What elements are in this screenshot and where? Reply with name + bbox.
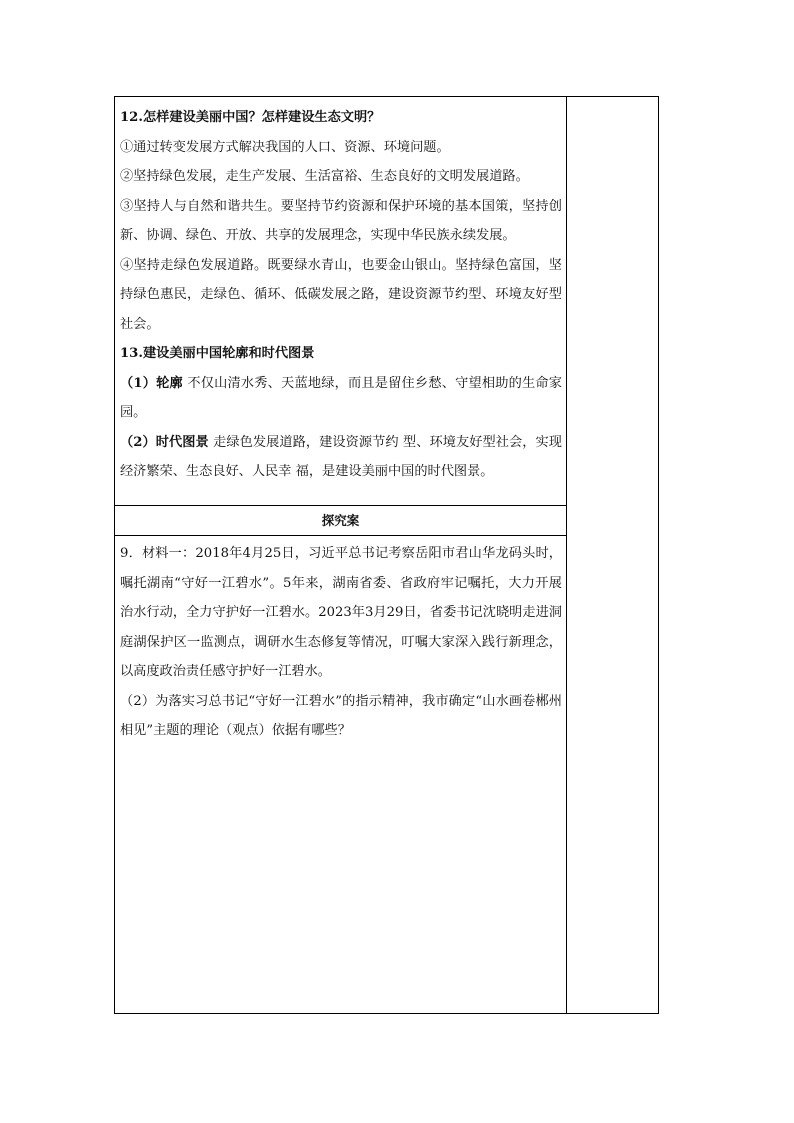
top-content-cell (115, 97, 566, 505)
q12-title: 12.怎样建设美丽中国？怎样建设生态文明？ (120, 110, 381, 125)
q13-item-2 (120, 428, 562, 487)
q13-item-2-text: 走绿色发展道路，建设资源节约 型、环境友好型社会，实现经济繁荣、生态良好、人民幸 福，是建设美丽中国的时代图景。 (120, 434, 562, 479)
material-paragraph: 9．材料一：2018年4月25日，习近平总书记考察岳阳市君山华龙码头时，嘱托湖南“守好一江碧水”。5年来，湖南省委、省政府牢记嘱托，大力开展治水行动，全力守护好一江碧水。2023年3月29日，省委书记沈晓明走进洞庭湖保护区一监测点，调研水生态修复等情况，叮嘱大家深入践行新理念，以高度政治责任感守护好一江碧水。 (120, 546, 562, 679)
section-header: 探究案 (321, 513, 360, 528)
q13-title: 13.建设美丽中国轮廓和时代图景 (120, 346, 315, 361)
q12-item-1: ①通过转变发展方式解决我国的人口、资源、环境问题。 (120, 139, 450, 155)
q12-item-3: ③坚持人与自然和谐共生。要坚持节约资源和保护环境的基本国策，坚持创新、协调、绿色、开放、共享的发展理念，实现中华民族永续发展。 (120, 198, 562, 243)
bottom-content-cell (115, 535, 566, 1013)
column-divider (566, 97, 567, 1013)
question-paragraph: （2）为落实习总书记“守好一江碧水”的指示精神，我市确定“山水画卷郴州相见”主题的理论（观点）依据有哪些？ (120, 693, 562, 738)
q12-item-4: ④坚持走绿色发展道路。既要绿水青山，也要金山银山。坚持绿色富国，坚持绿色惠民，走绿色、循环、低碳发展之路，建设资源节约型、环境友好型社会。 (120, 257, 562, 332)
q13-item-2-label: （2）时代图景 (120, 434, 209, 450)
q13-item-1-label: （1）轮廓 (120, 375, 183, 391)
q12-item-2: ②坚持绿色发展，走生产发展、生活富裕、生态良好的文明发展道路。 (120, 169, 529, 184)
document-table (114, 96, 659, 1014)
q13-item-1 (120, 369, 562, 428)
q13-item-1-text: 不仅山清水秀、天蓝地绿，而且是留住乡愁、守望相助的生命家园。 (120, 375, 562, 420)
